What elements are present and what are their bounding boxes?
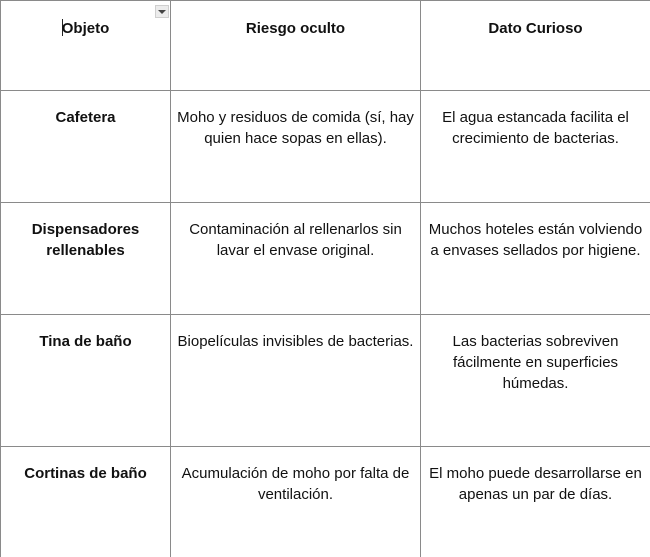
cell-dato[interactable] xyxy=(421,203,650,315)
table-row xyxy=(1,91,650,203)
cell-riesgo[interactable] xyxy=(171,447,421,557)
header-cell-riesgo[interactable] xyxy=(171,1,421,91)
dato-text: Muchos hoteles están volviendo a envases sellados por higiene. xyxy=(428,221,643,259)
cell-dato[interactable] xyxy=(421,91,650,203)
header-cell-objeto[interactable] xyxy=(1,1,171,91)
header-label-objeto: Objeto xyxy=(61,20,110,37)
objeto-text: Cortinas de baño xyxy=(24,465,147,482)
dato-text: Las bacterias sobreviven fácilmente en superficies húmedas. xyxy=(452,333,619,392)
cell-objeto[interactable] xyxy=(1,91,171,203)
column-dropdown-button[interactable] xyxy=(155,5,169,18)
cell-objeto[interactable] xyxy=(1,315,171,447)
cell-riesgo[interactable] xyxy=(171,315,421,447)
table-row xyxy=(1,447,650,557)
header-label-riesgo: Riesgo oculto xyxy=(245,20,346,37)
cell-objeto[interactable] xyxy=(1,203,171,315)
riesgo-text: Acumulación de moho por falta de ventilación. xyxy=(181,465,410,503)
cell-dato[interactable] xyxy=(421,447,650,557)
table-row xyxy=(1,203,650,315)
cell-objeto[interactable] xyxy=(1,447,171,557)
cell-dato[interactable] xyxy=(421,315,650,447)
objeto-text: Cafetera xyxy=(55,109,116,126)
header-cell-dato[interactable] xyxy=(421,1,650,91)
cell-riesgo[interactable] xyxy=(171,91,421,203)
cell-riesgo[interactable] xyxy=(171,203,421,315)
riesgo-text: Biopelículas invisibles de bacterias. xyxy=(177,333,414,350)
header-row xyxy=(1,1,650,91)
chevron-down-icon xyxy=(158,10,166,14)
table-row xyxy=(1,315,650,447)
objeto-text: Dispensadores rellenables xyxy=(31,221,140,259)
dato-text: El agua estancada facilita el crecimiento de bacterias. xyxy=(442,109,629,147)
header-label-dato: Dato Curioso xyxy=(488,20,583,37)
objeto-text: Tina de baño xyxy=(39,333,132,350)
riesgo-text: Contaminación al rellenarlos sin lavar el envase original. xyxy=(189,221,402,259)
dato-text: El moho puede desarrollarse en apenas un par de días. xyxy=(429,465,642,503)
riesgo-text: Moho y residuos de comida (sí, hay quien hace sopas en ellas). xyxy=(177,109,414,147)
